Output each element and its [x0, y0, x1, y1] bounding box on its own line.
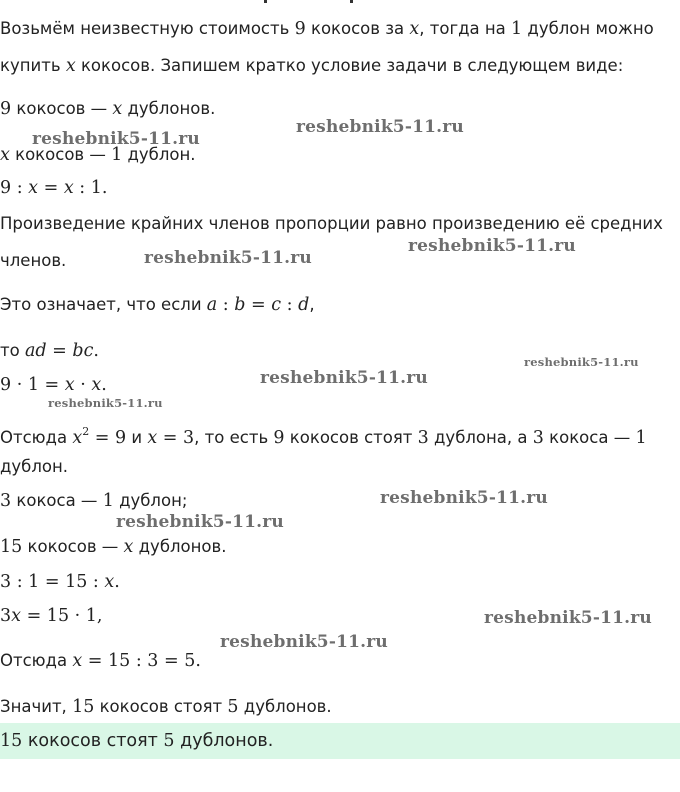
- product-equation: 9 · 1 = x · x.: [0, 375, 107, 395]
- watermark: reshebnik5-11.ru: [116, 512, 284, 532]
- text-line-rule-2: членов.: [0, 251, 67, 270]
- watermark: reshebnik5-11.ru: [144, 248, 312, 268]
- proportion-equation: 9 : x = x : 1.: [0, 178, 108, 198]
- linear-equation: 3x = 15 · 1,: [0, 606, 103, 626]
- watermark: reshebnik5-11.ru: [408, 236, 576, 256]
- watermark: reshebnik5-11.ru: [32, 129, 200, 149]
- text-line-rule-1: Произведение крайних членов пропорции равно произведению её средних: [0, 214, 663, 233]
- text-line-rule-4: то ad = bc.: [0, 341, 99, 361]
- watermark: reshebnik5-11.ru: [48, 396, 163, 410]
- watermark: reshebnik5-11.ru: [380, 488, 548, 508]
- condition-line-4: 15 кокосов — x дублонов.: [0, 537, 227, 557]
- text-line-solution-2: дублон.: [0, 457, 69, 476]
- condition-line-2: x кокосов — 1 дублон.: [0, 145, 196, 165]
- text-line-conclusion: Значит, 15 кокосов стоят 5 дублонов.: [0, 697, 332, 717]
- answer-box: [0, 723, 680, 759]
- text-line-1: Возьмём неизвестную стоимость 9 кокосов за x, тогда на 1 дублон можно: [0, 19, 654, 39]
- watermark: reshebnik5-11.ru: [220, 632, 388, 652]
- watermark: reshebnik5-11.ru: [484, 608, 652, 628]
- condition-line-3: 3 кокоса — 1 дублон;: [0, 491, 188, 511]
- answer-text: 15 кокосов стоят 5 дублонов.: [0, 731, 274, 751]
- watermark: reshebnik5-11.ru: [524, 355, 639, 369]
- watermark: reshebnik5-11.ru: [296, 117, 464, 137]
- text-line-rule-3: Это означает, что если a : b = c : d,: [0, 295, 315, 315]
- text-line-solution-3: Отсюда x = 15 : 3 = 5.: [0, 651, 201, 671]
- watermark: reshebnik5-11.ru: [260, 368, 428, 388]
- text-line-solution-1: Отсюда $x^2 = 9$ и x = 3, то есть 9 кокосов стоят 3 дублона, а 3 кокоса — 1: [0, 425, 647, 448]
- proportion-equation-2: 3 : 1 = 15 : x.: [0, 572, 120, 592]
- condition-line-1: 9 кокосов — x дублонов.: [0, 99, 216, 119]
- top-cropped-marks: [264, 0, 354, 4]
- text-line-2: купить x кокосов. Запишем кратко условие задачи в следующем виде:: [0, 56, 624, 76]
